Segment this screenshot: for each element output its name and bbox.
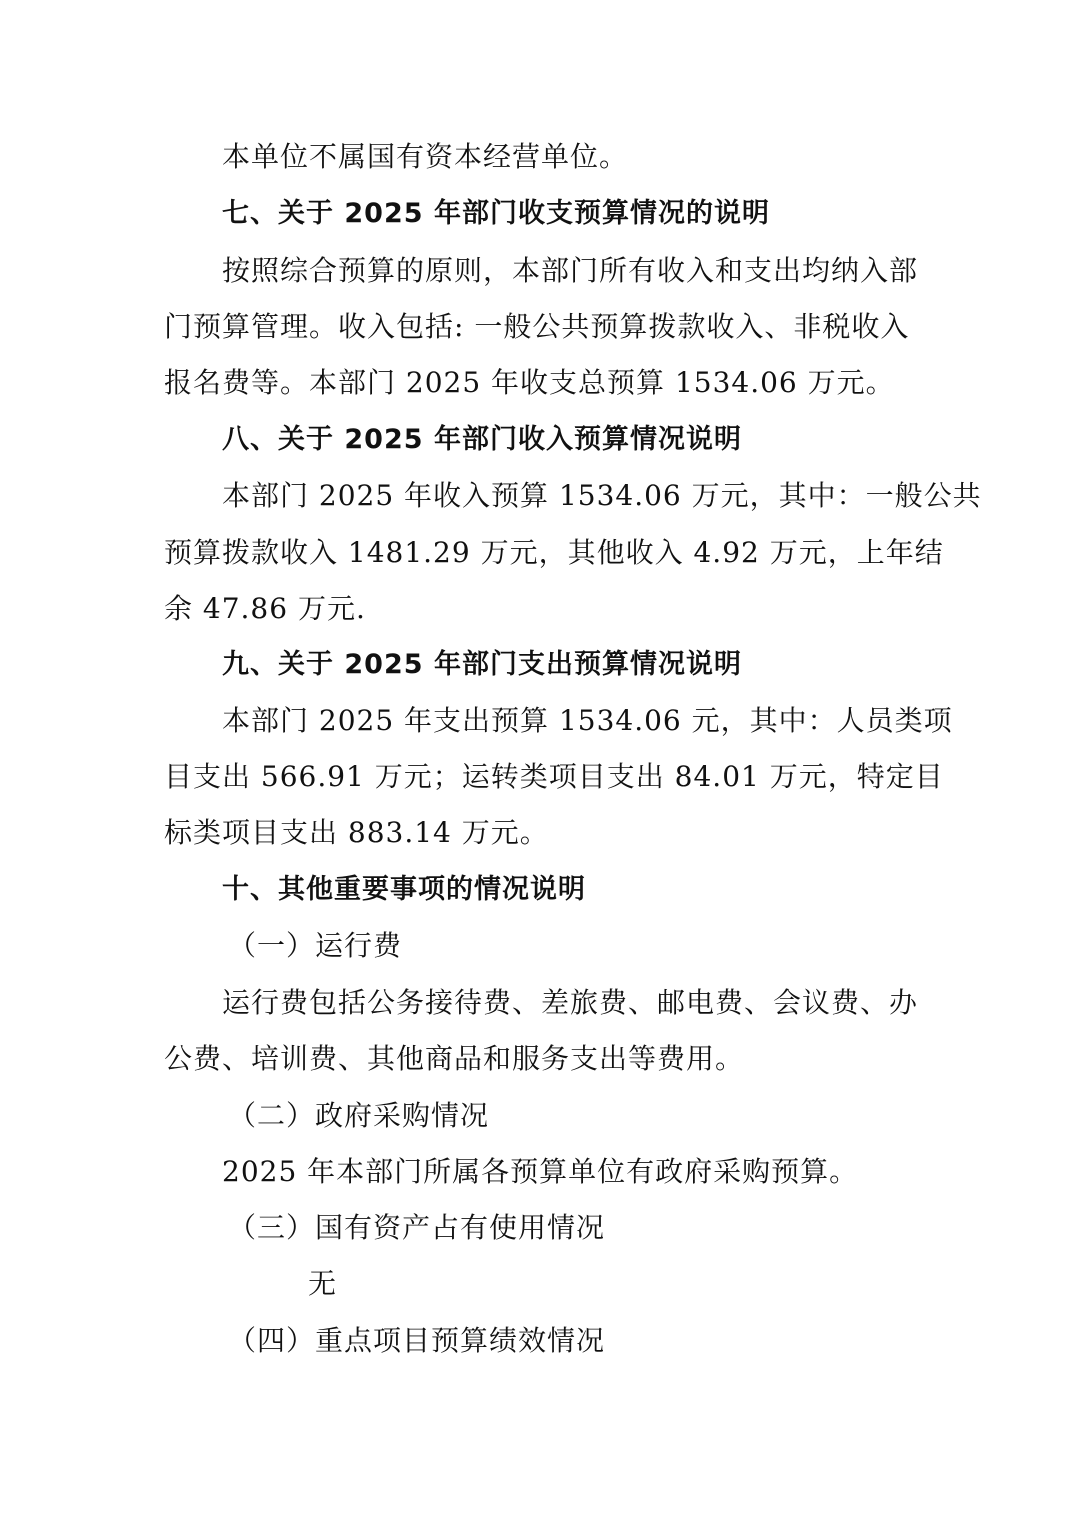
paragraph-line: 本部门 2025 年收入预算 1534.06 万元，其中：一般公共 [222, 479, 982, 512]
section-heading-7: 七、关于 2025 年部门收支预算情况的说明 [222, 198, 770, 229]
paragraph-line: 余 47.86 万元. [164, 592, 366, 625]
paragraph-line: 报名费等。本部门 2025 年收支总预算 1534.06 万元。 [164, 366, 895, 399]
paragraph-line: 预算拨款收入 1481.29 万元，其他收入 4.92 万元，上年结 [164, 536, 944, 569]
section-heading-8: 八、关于 2025 年部门收入预算情况说明 [222, 424, 742, 455]
section-heading-9: 九、关于 2025 年部门支出预算情况说明 [222, 649, 742, 680]
paragraph-line: 本单位不属国有资本经营单位。 [222, 140, 629, 173]
paragraph-line: 标类项目支出 883.14 万元。 [164, 816, 549, 849]
paragraph-line: 按照综合预算的原则，本部门所有收入和支出均纳入部 [222, 254, 919, 287]
subsection-heading-2: （二）政府采购情况 [228, 1099, 490, 1132]
subsection-heading-1: （一）运行费 [228, 929, 403, 962]
paragraph-line: 公费、培训费、其他商品和服务支出等费用。 [164, 1042, 745, 1075]
subsection-heading-3: （三）国有资产占有使用情况 [228, 1211, 606, 1244]
paragraph-line: 本部门 2025 年支出预算 1534.06 元，其中：人员类项 [222, 704, 953, 737]
paragraph-line: 无 [308, 1267, 338, 1300]
section-heading-10: 十、其他重要事项的情况说明 [222, 874, 586, 905]
paragraph-line: 门预算管理。收入包括: 一般公共预算拨款收入、非税收入 [164, 310, 910, 343]
paragraph-line: 2025 年本部门所属各预算单位有政府采购预算。 [222, 1155, 859, 1188]
subsection-heading-4: （四）重点项目预算绩效情况 [228, 1324, 606, 1357]
paragraph-line: 运行费包括公务接待费、差旅费、邮电费、会议费、办 [222, 986, 919, 1019]
paragraph-line: 目支出 566.91 万元；运转类项目支出 84.01 万元，特定目 [164, 760, 944, 793]
